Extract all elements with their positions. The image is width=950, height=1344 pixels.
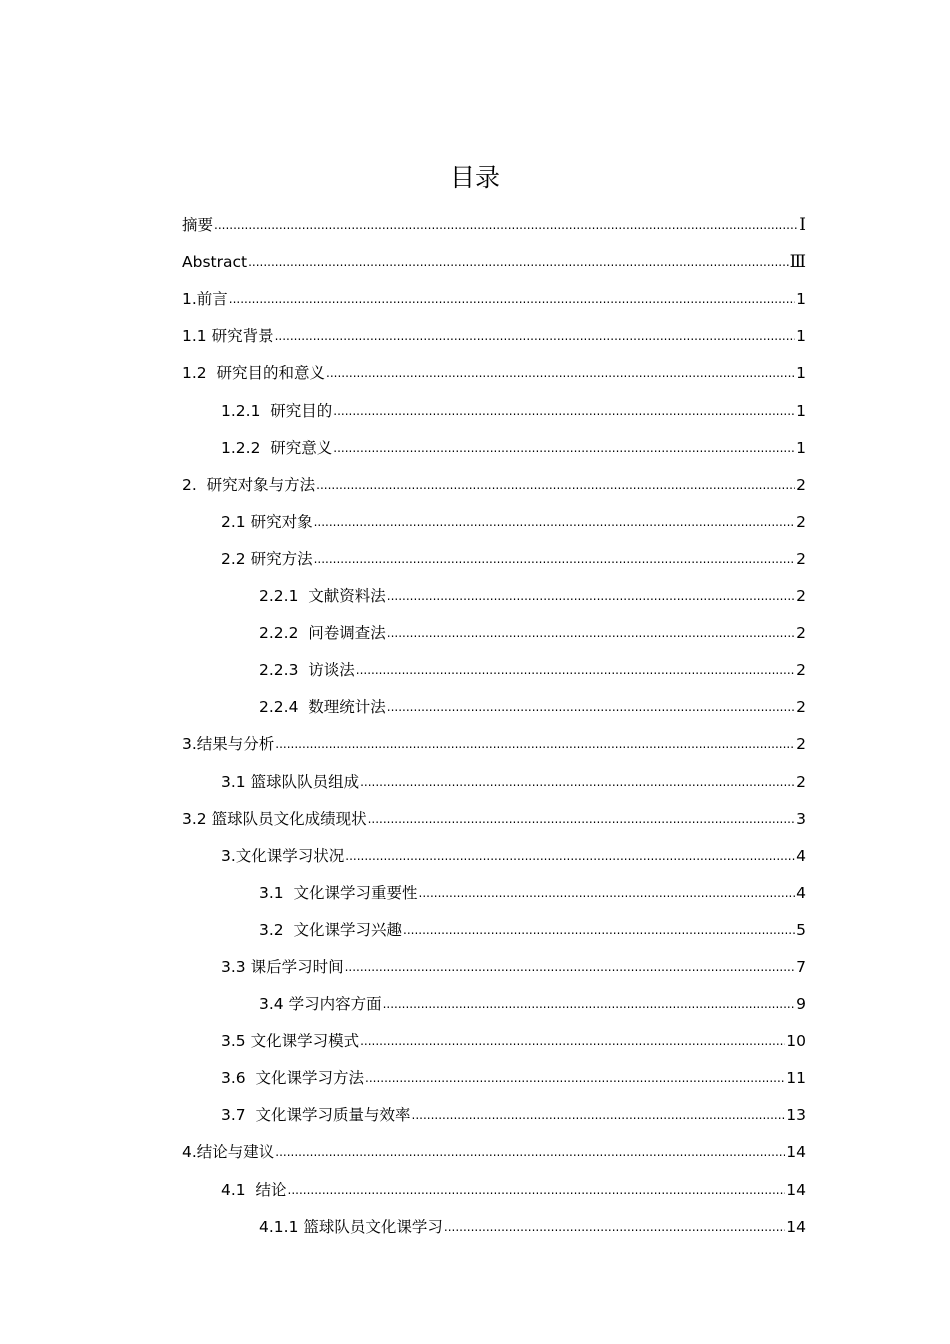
dot-leader bbox=[275, 737, 795, 754]
dot-leader bbox=[365, 1071, 785, 1088]
toc-entry-label: 3.1 篮球队队员组成 bbox=[221, 772, 360, 791]
dot-leader bbox=[248, 255, 789, 272]
toc-entry-label: 2.2.4 数理统计法 bbox=[259, 698, 386, 717]
table-of-contents bbox=[182, 198, 806, 1237]
dot-leader bbox=[387, 589, 795, 606]
toc-page-number: 9 bbox=[796, 995, 806, 1014]
toc-entry-label: 2.2.3 访谈法 bbox=[259, 661, 355, 680]
toc-entry-label: 2.2.2 问卷调查法 bbox=[259, 624, 386, 643]
toc-entry-label: 2.2 研究方法 bbox=[221, 549, 313, 568]
toc-entry[interactable] bbox=[182, 1200, 806, 1237]
dot-leader bbox=[314, 515, 796, 532]
dot-leader bbox=[356, 663, 795, 680]
toc-entry[interactable] bbox=[182, 346, 806, 383]
dot-leader bbox=[288, 1183, 786, 1200]
toc-entry[interactable] bbox=[182, 495, 806, 532]
toc-page-number: 10 bbox=[786, 1032, 806, 1051]
toc-page-number: 4 bbox=[796, 846, 806, 865]
dot-leader bbox=[368, 812, 796, 829]
toc-page-number: 1 bbox=[796, 401, 806, 420]
toc-entry-label: 3.结果与分析 bbox=[182, 735, 275, 754]
toc-page-number: 5 bbox=[796, 920, 806, 939]
toc-entry-label: 3.3 课后学习时间 bbox=[221, 957, 344, 976]
toc-entry[interactable] bbox=[182, 977, 806, 1014]
dot-leader bbox=[419, 886, 796, 903]
toc-page-number: 2 bbox=[796, 587, 806, 606]
toc-entry[interactable] bbox=[182, 866, 806, 903]
toc-entry[interactable] bbox=[182, 1051, 806, 1088]
toc-entry[interactable] bbox=[182, 198, 806, 235]
dot-leader bbox=[387, 626, 795, 643]
toc-entry[interactable] bbox=[182, 458, 806, 495]
toc-entry-label: 4.1.1 篮球队员文化课学习 bbox=[259, 1217, 443, 1236]
toc-page-number: 2 bbox=[796, 549, 806, 568]
toc-entry-label: 2.2.1 文献资料法 bbox=[259, 587, 386, 606]
dot-leader bbox=[383, 997, 796, 1014]
toc-entry[interactable] bbox=[182, 569, 806, 606]
toc-entry-label: 4.结论与建议 bbox=[182, 1143, 275, 1162]
toc-entry[interactable] bbox=[182, 383, 806, 420]
toc-entry-label: 3.7 文化课学习质量与效率 bbox=[221, 1106, 411, 1125]
toc-entry[interactable] bbox=[182, 829, 806, 866]
toc-page-number: Ⅲ bbox=[789, 252, 806, 273]
dot-leader bbox=[345, 849, 795, 866]
toc-page-number: 14 bbox=[786, 1143, 806, 1162]
dot-leader bbox=[387, 700, 795, 717]
toc-entry[interactable] bbox=[182, 717, 806, 754]
dot-leader bbox=[275, 1145, 785, 1162]
toc-entry-label: 1.1 研究背景 bbox=[182, 327, 274, 346]
dot-leader bbox=[360, 775, 795, 792]
toc-entry-label: 4.1 结论 bbox=[221, 1180, 287, 1199]
toc-entry-label: Abstract bbox=[182, 253, 248, 272]
dot-leader bbox=[412, 1108, 786, 1125]
toc-page-number: 14 bbox=[786, 1180, 806, 1199]
toc-page-number: 3 bbox=[796, 809, 806, 828]
toc-entry[interactable] bbox=[182, 903, 806, 940]
toc-entry-label: 1.2 研究目的和意义 bbox=[182, 364, 326, 383]
toc-entry-label: 1.2.2 研究意义 bbox=[221, 438, 333, 457]
toc-page-number: 2 bbox=[796, 772, 806, 791]
toc-page-number: 11 bbox=[786, 1069, 806, 1088]
toc-page-number: 2 bbox=[796, 475, 806, 494]
toc-entry[interactable] bbox=[182, 680, 806, 717]
toc-entry[interactable] bbox=[182, 235, 806, 272]
dot-leader bbox=[214, 218, 798, 235]
toc-entry-label: 3.5 文化课学习模式 bbox=[221, 1032, 360, 1051]
toc-entry-label: 3.4 学习内容方面 bbox=[259, 995, 382, 1014]
toc-entry-label: 3.6 文化课学习方法 bbox=[221, 1069, 365, 1088]
toc-entry-label: 3.1 文化课学习重要性 bbox=[259, 883, 418, 902]
toc-entry-label: 3.2 文化课学习兴趣 bbox=[259, 920, 403, 939]
toc-page-number: 2 bbox=[796, 661, 806, 680]
toc-page-number: 1 bbox=[796, 327, 806, 346]
toc-entry-label: 3.2 篮球队员文化成绩现状 bbox=[182, 809, 367, 828]
dot-leader bbox=[444, 1220, 785, 1237]
dot-leader bbox=[345, 960, 796, 977]
toc-entry-label: 1.2.1 研究目的 bbox=[221, 401, 333, 420]
toc-page-number: 7 bbox=[796, 957, 806, 976]
dot-leader bbox=[326, 366, 795, 383]
toc-entry-label: 1.前言 bbox=[182, 290, 228, 309]
toc-page-number: 4 bbox=[796, 883, 806, 902]
dot-leader bbox=[333, 404, 795, 421]
dot-leader bbox=[360, 1034, 785, 1051]
dot-leader bbox=[403, 923, 795, 940]
toc-entry[interactable] bbox=[182, 606, 806, 643]
toc-entry[interactable] bbox=[182, 643, 806, 680]
toc-page-number: 2 bbox=[796, 512, 806, 531]
page-title: 目录 bbox=[449, 163, 500, 192]
toc-entry[interactable] bbox=[182, 421, 806, 458]
toc-entry[interactable] bbox=[182, 309, 806, 346]
toc-entry[interactable] bbox=[182, 1162, 806, 1199]
dot-leader bbox=[316, 478, 795, 495]
dot-leader bbox=[275, 329, 796, 346]
toc-page-number: 14 bbox=[786, 1217, 806, 1236]
toc-page-number: 2 bbox=[796, 624, 806, 643]
toc-page-number: 1 bbox=[796, 438, 806, 457]
toc-entry[interactable] bbox=[182, 1125, 806, 1162]
dot-leader bbox=[314, 552, 796, 569]
toc-entry-label: 2.1 研究对象 bbox=[221, 512, 313, 531]
toc-page-number: 1 bbox=[796, 364, 806, 383]
toc-entry[interactable] bbox=[182, 1088, 806, 1125]
toc-entry-label: 3.文化课学习状况 bbox=[221, 846, 345, 865]
toc-entry[interactable] bbox=[182, 792, 806, 829]
dot-leader bbox=[229, 292, 795, 309]
toc-entry[interactable] bbox=[182, 940, 806, 977]
toc-entry-label: 摘要 bbox=[182, 216, 214, 235]
toc-entry[interactable] bbox=[182, 754, 806, 791]
toc-page-number: 2 bbox=[796, 735, 806, 754]
toc-entry[interactable] bbox=[182, 532, 806, 569]
dot-leader bbox=[333, 441, 795, 458]
toc-entry[interactable] bbox=[182, 1014, 806, 1051]
toc-page-number: 1 bbox=[796, 290, 806, 309]
toc-page-number: Ⅰ bbox=[799, 215, 806, 236]
toc-entry-label: 2. 研究对象与方法 bbox=[182, 475, 316, 494]
toc-entry[interactable] bbox=[182, 272, 806, 309]
toc-page-number: 2 bbox=[796, 698, 806, 717]
toc-page-number: 13 bbox=[786, 1106, 806, 1125]
